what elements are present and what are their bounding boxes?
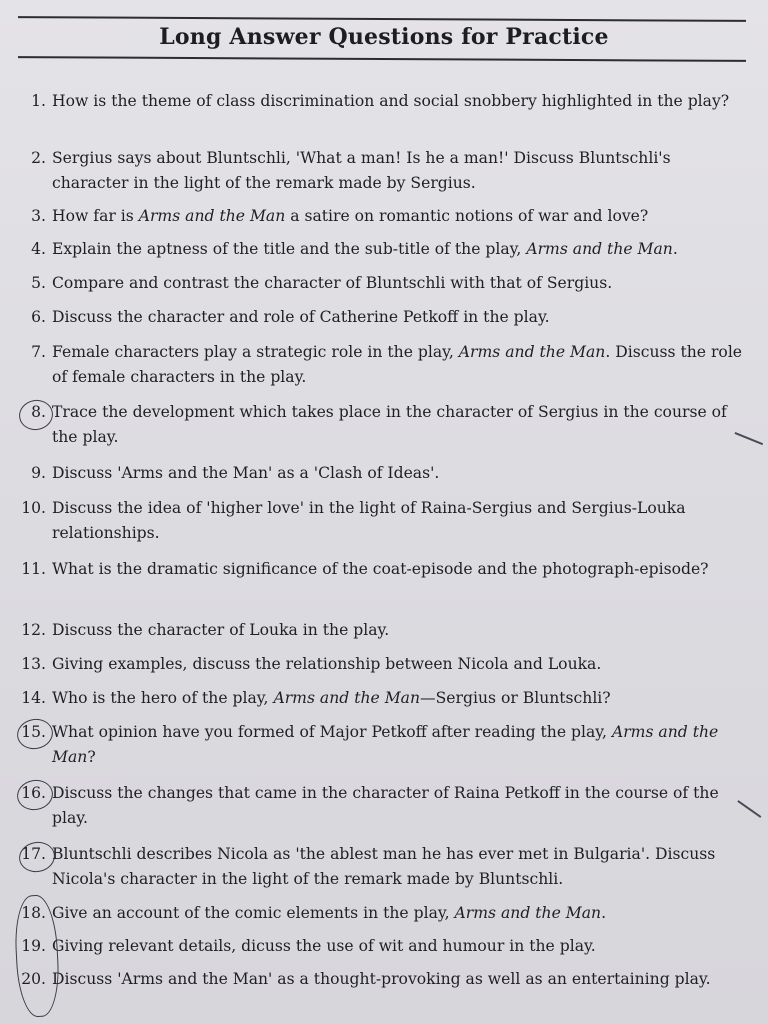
question-item bbox=[18, 842, 754, 892]
question-number: 12. bbox=[21, 621, 46, 639]
question-text: What opinion have you formed of Major Petkoff after reading the play, Arms and the Man? bbox=[52, 723, 719, 766]
question-item bbox=[18, 400, 754, 450]
question-text: Compare and contrast the character of Bluntschli with that of Sergius. bbox=[52, 274, 613, 292]
question-number: 3. bbox=[31, 207, 46, 225]
question-text: Bluntschli describes Nicola as 'the ablest man he has ever met in Bulgaria'. Discuss Nicola's character in the light of the remark made by Bluntschli. bbox=[52, 845, 716, 888]
question-text: Discuss the idea of 'higher love' in the light of Raina-Sergius and Sergius-Louka relationships. bbox=[52, 499, 686, 542]
question-item bbox=[18, 557, 754, 582]
question-number: 5. bbox=[31, 274, 46, 292]
question-text: Giving examples, discuss the relationship between Nicola and Louka. bbox=[52, 655, 602, 673]
question-text: Discuss the character of Louka in the play. bbox=[52, 621, 390, 639]
question-item bbox=[18, 781, 754, 831]
question-text: Discuss 'Arms and the Man' as a thought-provoking as well as an entertaining play. bbox=[52, 970, 711, 988]
question-item bbox=[18, 89, 754, 114]
question-item bbox=[18, 686, 754, 711]
question-item bbox=[18, 652, 754, 677]
question-item bbox=[18, 340, 754, 390]
question-text: Trace the development which takes place in the character of Sergius in the course of the play. bbox=[52, 403, 727, 446]
question-number: 6. bbox=[31, 308, 46, 326]
question-text: Discuss the changes that came in the character of Raina Petkoff in the course of the play. bbox=[52, 784, 719, 827]
question-text: What is the dramatic significance of the coat-episode and the photograph-episode? bbox=[52, 560, 709, 578]
question-item bbox=[18, 237, 754, 262]
question-text: Female characters play a strategic role in the play, Arms and the Man. Discuss the role of female characters in the play. bbox=[52, 343, 743, 386]
page-title: Long Answer Questions for Practice bbox=[159, 24, 609, 50]
question-text: Giving relevant details, dicuss the use of wit and humour in the play. bbox=[52, 937, 596, 955]
question-item bbox=[18, 618, 754, 643]
question-text: Sergius says about Bluntschli, 'What a man! Is he a man!' Discuss Bluntschli's character in the light of the remark made by Sergius. bbox=[52, 149, 671, 192]
question-text: Discuss 'Arms and the Man' as a 'Clash of Ideas'. bbox=[52, 464, 440, 482]
question-number: 13. bbox=[21, 655, 46, 673]
question-number: 10. bbox=[21, 499, 46, 517]
question-item bbox=[18, 934, 754, 959]
question-text: Explain the aptness of the title and the sub-title of the play, Arms and the Man. bbox=[52, 240, 678, 258]
question-item bbox=[18, 204, 754, 229]
question-text: Discuss the character and role of Catherine Petkoff in the play. bbox=[52, 308, 550, 326]
question-number: 20. bbox=[21, 970, 46, 988]
question-number: 17. bbox=[21, 845, 46, 863]
question-item bbox=[18, 496, 754, 546]
question-text: How far is Arms and the Man a satire on romantic notions of war and love? bbox=[52, 207, 649, 225]
question-number: 9. bbox=[31, 464, 46, 482]
question-number: 4. bbox=[31, 240, 46, 258]
question-number: 14. bbox=[21, 689, 46, 707]
question-number: 11. bbox=[21, 560, 46, 578]
question-number: 19. bbox=[21, 937, 46, 955]
question-item bbox=[18, 305, 754, 330]
question-text: Give an account of the comic elements in the play, Arms and the Man. bbox=[52, 904, 607, 922]
question-item bbox=[18, 461, 754, 486]
question-number: 8. bbox=[31, 403, 46, 421]
question-number: 15. bbox=[21, 723, 46, 741]
question-item bbox=[18, 271, 754, 296]
question-text: How is the theme of class discrimination and social snobbery highlighted in the play? bbox=[52, 92, 730, 110]
question-item bbox=[18, 967, 754, 992]
question-item bbox=[18, 720, 754, 770]
question-number: 2. bbox=[31, 149, 46, 167]
question-item bbox=[18, 146, 754, 196]
question-number: 7. bbox=[31, 343, 46, 361]
question-text: Who is the hero of the play, Arms and the Man—Sergius or Bluntschli? bbox=[52, 689, 611, 707]
question-number: 1. bbox=[31, 92, 46, 110]
question-number: 16. bbox=[21, 784, 46, 802]
question-item bbox=[18, 901, 754, 926]
question-number: 18. bbox=[21, 904, 46, 922]
